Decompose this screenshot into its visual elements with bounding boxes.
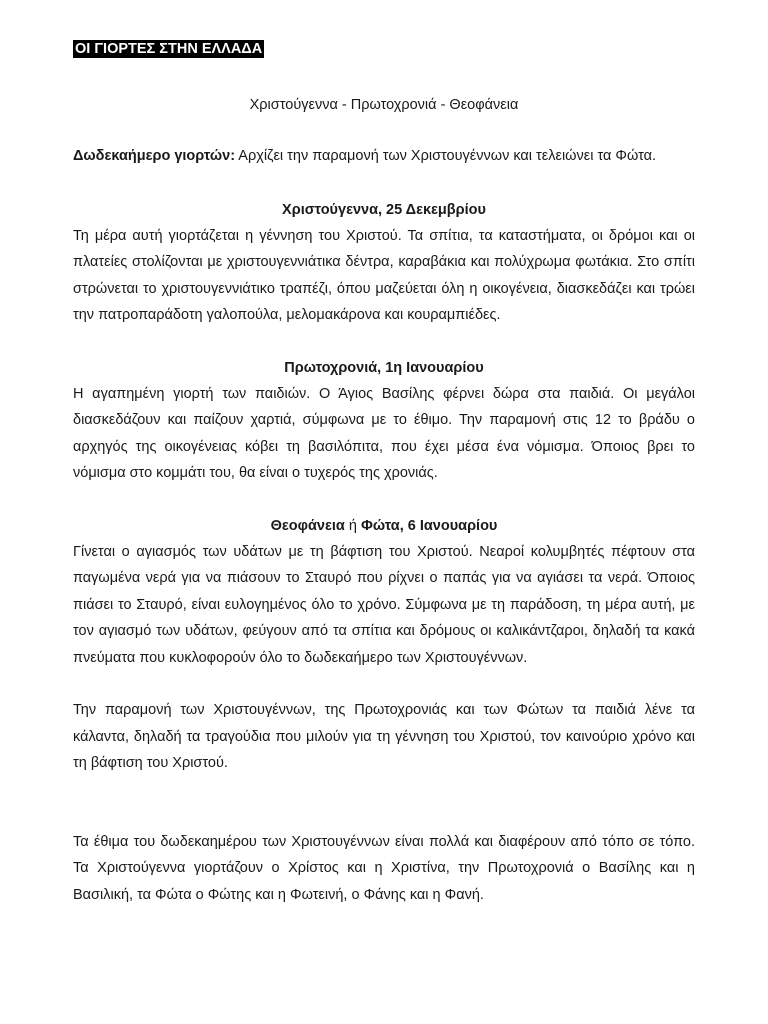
carols-paragraph: Την παραμονή των Χριστουγέννων, της Πρωτοχρονιάς και των Φώτων τα παιδιά λένε τα κάλαντα, δηλαδή τα τραγούδια που μιλούν για τη γέννηση του Χριστού, τον καινούριο χρόνο και τη βάφτιση του Χριστού. [73,702,695,771]
intro-paragraph [73,143,695,170]
document-subtitle: Χριστούγεννα - Πρωτοχρονιά - Θεοφάνεια [249,97,519,113]
epiphany-heading-connector: ή [348,517,357,534]
section-heading-new-year: Πρωτοχρονιά, 1η Ιανουαρίου [284,359,484,376]
section-heading-christmas: Χριστούγεννα, 25 Δεκεμβρίου [282,201,486,218]
section-heading-epiphany [73,513,695,539]
section-body-christmas: Τη μέρα αυτή γιορτάζεται η γέννηση του Χριστού. Τα σπίτια, τα καταστήματα, οι δρόμοι και οι πλατείες στολίζονται με χριστουγεννιάτικα δέντρα, καραβάκια και πολύχρωμα φωτάκια. Στο σπίτι στρώνεται το χριστουγεννιάτικο τραπέζι, όπου μαζεύεται όλη η οικογένεια, διασκεδάζει και τρώει την πατροπαράδοτη γαλοπούλα, μελομακάρονα και κουραμπιέδες. [73,227,695,323]
intro-text: Αρχίζει την παραμονή των Χριστουγέννων και τελειώνει τα Φώτα. [238,148,657,164]
epiphany-heading-part2: Φώτα, 6 Ιανουαρίου [360,517,498,534]
closing-paragraph: Τα έθιμα του δωδεκαημέρου των Χριστουγέννων είναι πολλά και διαφέρουν από τόπο σε τόπο. Τα Χριστούγεννα γιορτάζουν ο Χρίστος και η Χριστίνα, την Πρωτοχρονιά ο Βασίλης και η Βασιλική, τα Φώτα ο Φώτης και η Φωτεινή, ο Φάνης και η Φανή. [73,833,695,903]
intro-label: Δωδεκαήμερο γιορτών: [73,148,236,164]
document-title-row [73,40,695,58]
epiphany-heading-part1: Θεοφάνεια [270,517,345,534]
section-body-new-year: Η αγαπημένη γιορτή των παιδιών. Ο Άγιος Βασίλης φέρνει δώρα στα παιδιά. Οι μεγάλοι διασκεδάζουν και παίζουν χαρτιά, σύμφωνα με το έθιμο. Την παραμονή στις 12 το βράδυ ο αρχηγός της οικογένειας κόβει τη βασιλόπιτα, που έχει μέσα ένα νόμισμα. Όποιος βρει το νόμισμα στο κομμάτι του, θα είναι ο τυχερός της χρονιάς. [73,385,695,481]
document-page [73,40,695,908]
section-body-epiphany: Γίνεται ο αγιασμός των υδάτων με τη βάφτιση του Χριστού. Νεαροί κολυμβητές πέφτουν στα παγωμένα νερά για να πιάσουν το Σταυρό που ρίχνει ο παπάς για να αγιάσει τα νερά. Όποιος πιάσει το Σταυρό, είναι ευλογημένος όλο το χρόνο. Σύμφωνα με τη παράδοση, τη μέρα αυτή, με τον αγιασμό των υδάτων, φεύγουν από τα σπίτια και δρόμους οι καλικάντζαροι, δηλαδή τα κακά πνεύματα που κυκλοφορούν όλο το δωδεκαήμερο των Χριστουγέννων. [73,543,695,666]
document-title: ΟΙ ΓΙΟΡΤΕΣ ΣΤΗΝ ΕΛΛΑΔΑ [75,41,263,57]
